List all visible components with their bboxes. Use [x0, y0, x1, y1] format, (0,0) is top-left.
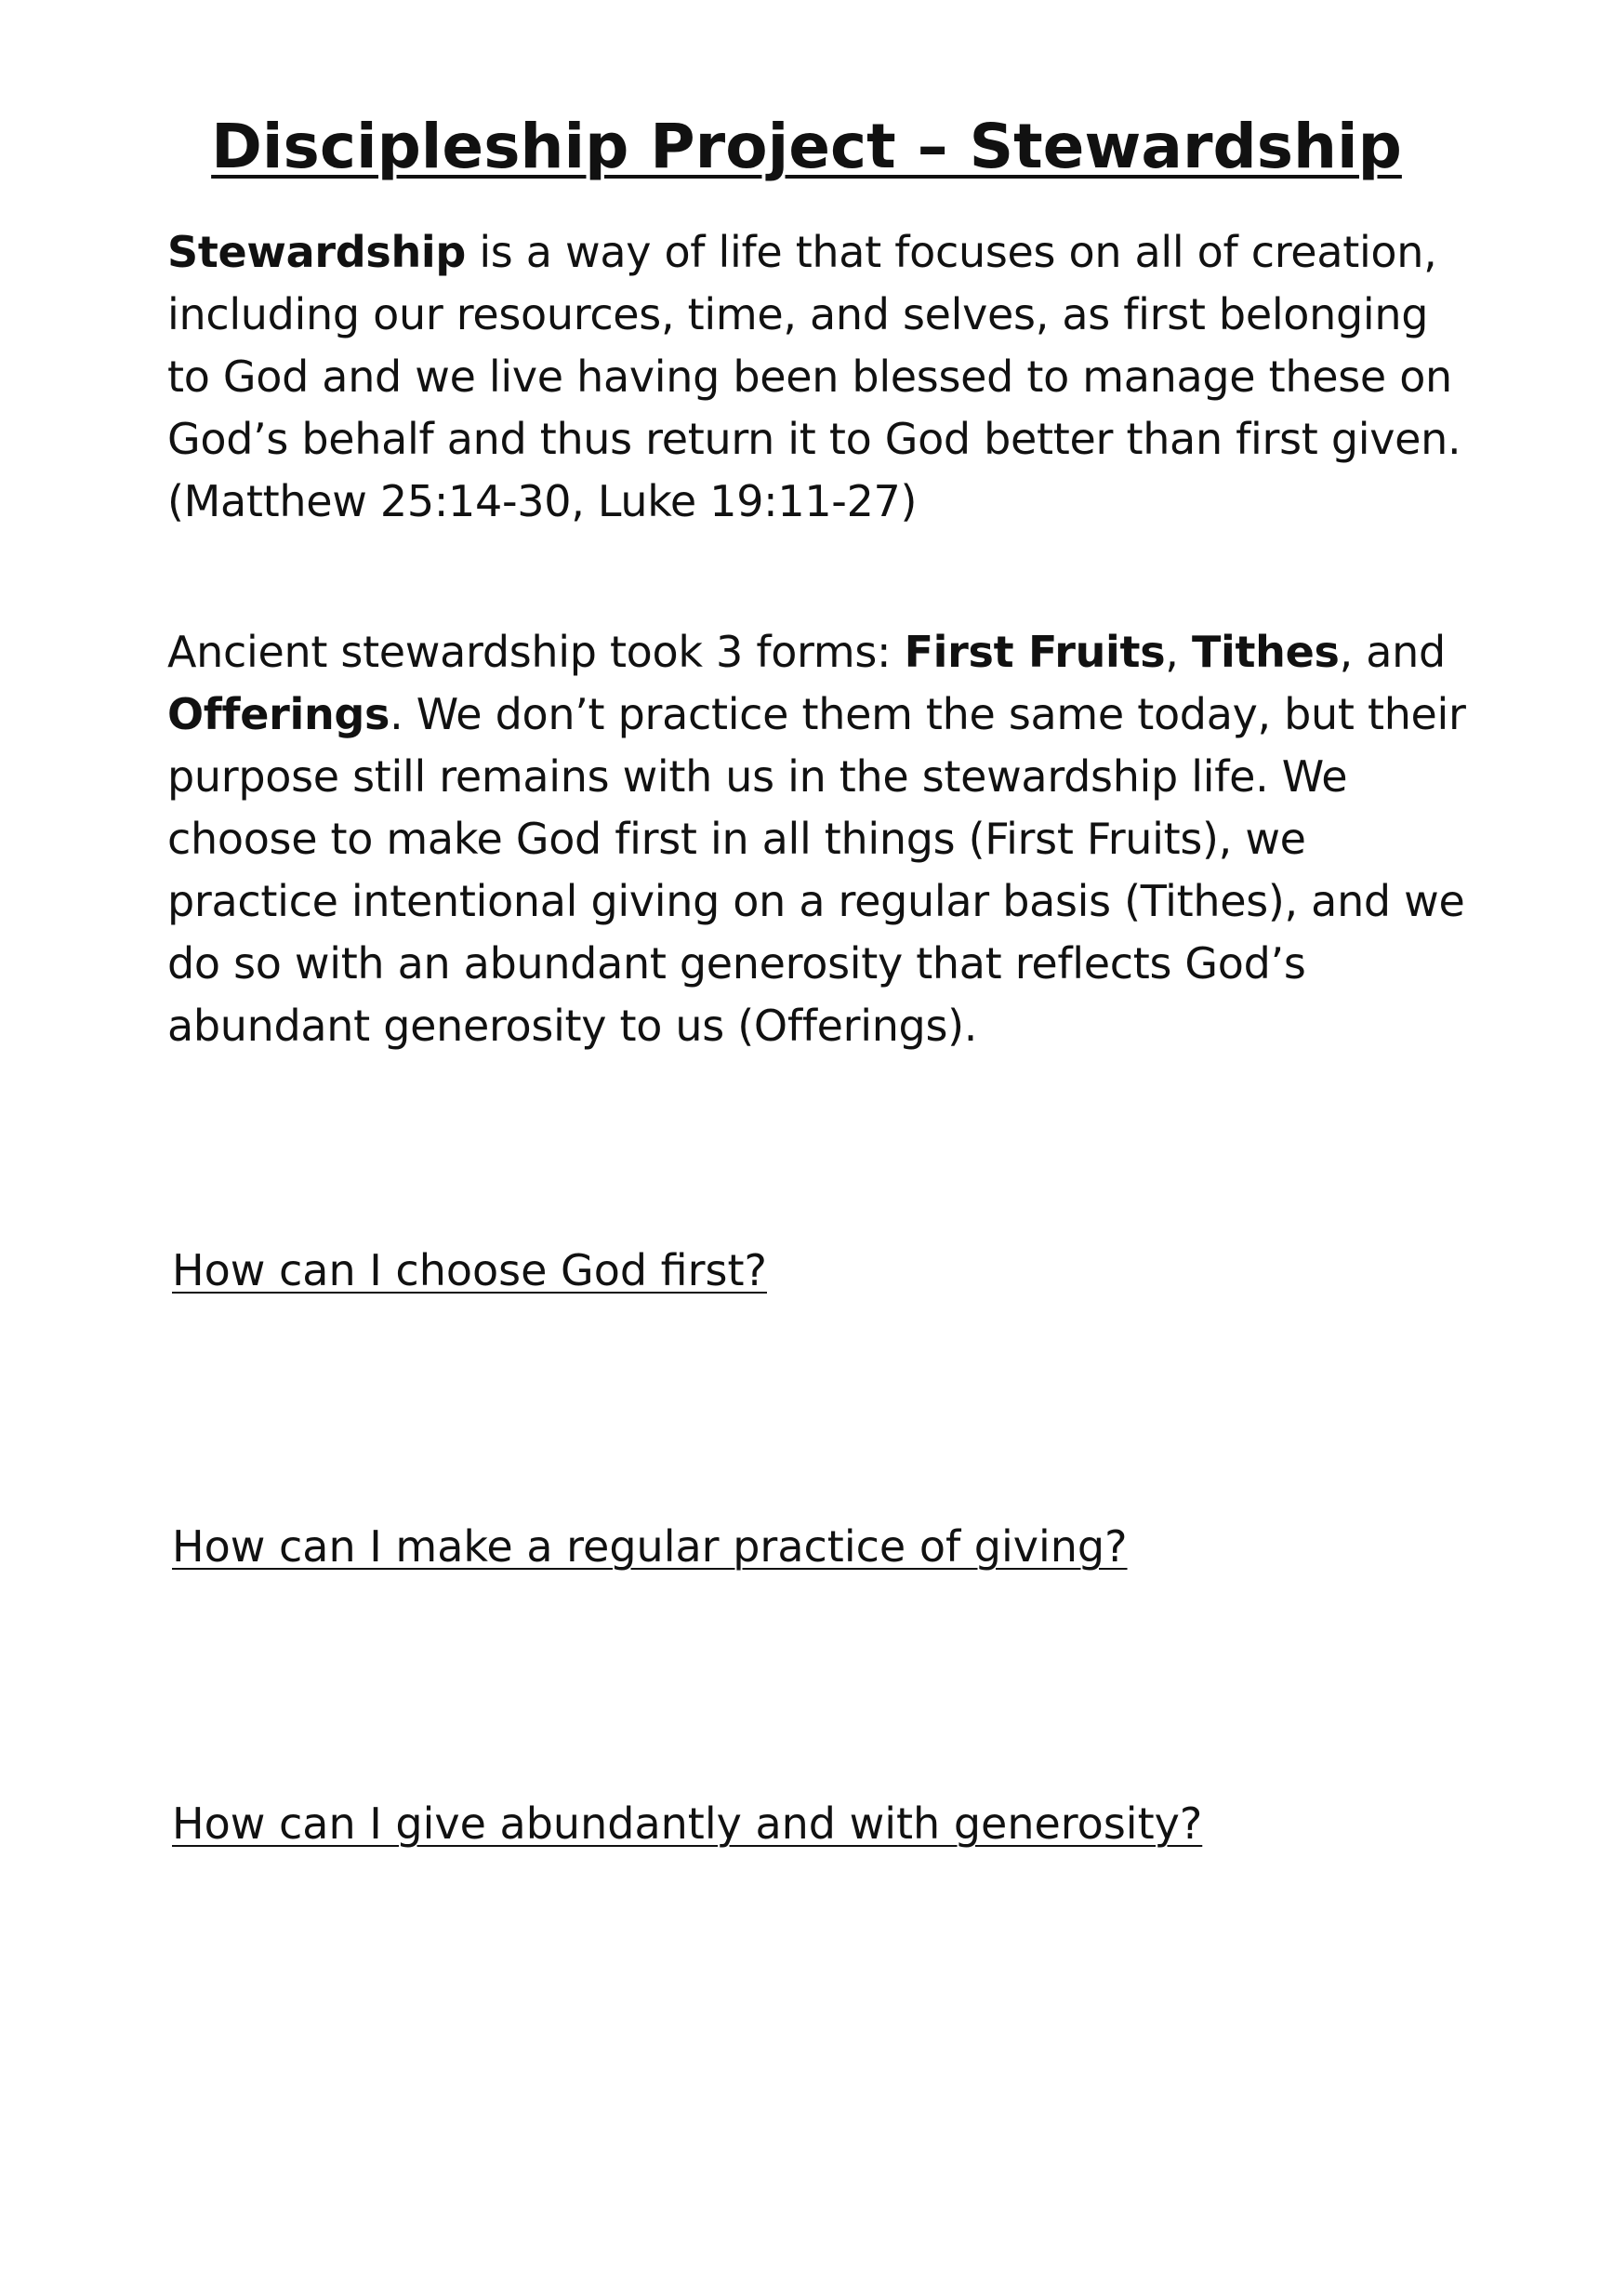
definition-term: Stewardship [167, 227, 466, 277]
form-first-fruits: First Fruits [904, 627, 1166, 677]
definition-text: is a way of life that focuses on all of creation, including our resources, time, and selves, as first belonging to God and we live having been blessed to manage these on God’s behalf and thus return it to God better than first given. (Matthew 25:14-30, Luke 19:11-27) [167, 227, 1461, 526]
question-regular-giving: How can I make a regular practice of giving? [172, 1521, 1128, 1572]
forms-separator-1: , [1165, 627, 1192, 677]
form-tithes: Tithes [1191, 627, 1340, 677]
ancient-stewardship-paragraph [167, 621, 1469, 1057]
forms-explanation: . We don’t practice them the same today, but their purpose still remains with us in the stewardship life. We choose to make God first in all things (First Fruits), we practice intentional giving on a regular basis (Tithes), and we do so with an abundant generosity that reflects God’s abundant generosity to us (Offerings). [167, 689, 1466, 1051]
question-abundant-generosity: How can I give abundantly and with generosity? [172, 1798, 1203, 1849]
question-choose-god-first: How can I choose God first? [172, 1245, 767, 1295]
stewardship-definition [167, 221, 1469, 533]
forms-separator-2: , and [1339, 627, 1446, 677]
page-title: Discipleship Project – Stewardship [211, 111, 1402, 182]
form-offerings: Offerings [167, 689, 390, 739]
forms-intro: Ancient stewardship took 3 forms: [167, 627, 905, 677]
